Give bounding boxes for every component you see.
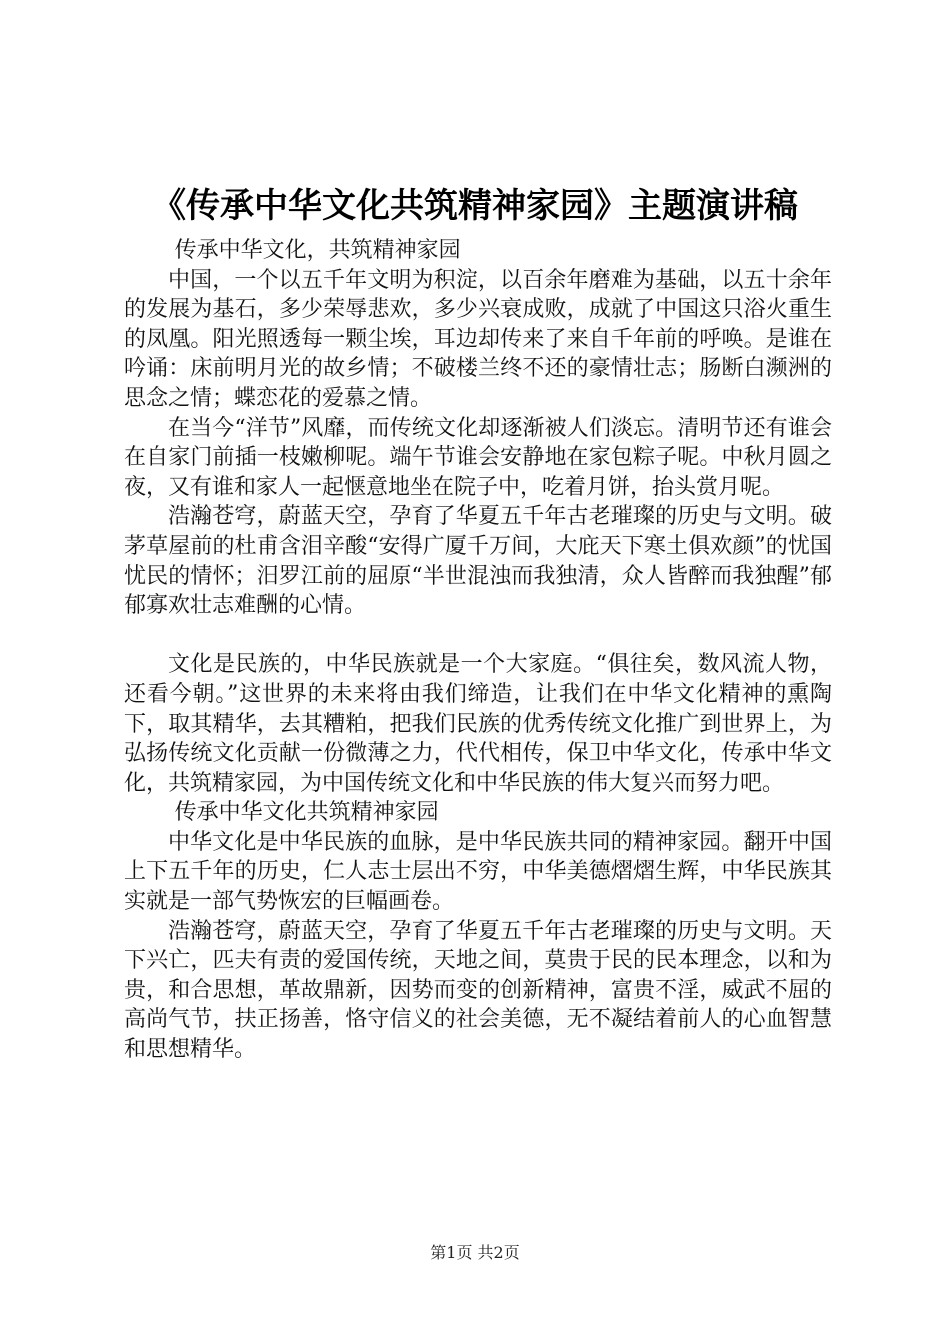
document-title: 《传承中华文化共筑精神家园》主题演讲稿	[152, 186, 798, 226]
paragraph: 浩瀚苍穹，蔚蓝天空，孕育了华夏五千年古老璀璨的历史与文明。天下兴亡，匹夫有责的爱国传统，天地之间，莫贵于民的民本理念，以和为贵，和合思想，革故鼎新，因势而变的创新精神，富贵不淫，威武不屈的高尚气节，扶正扬善，恪守信义的社会美德，无不凝结着前人的心血智慧和思想精华。	[124, 918, 832, 1063]
paragraph: 中华文化是中华民族的血脉，是中华民族共同的精神家园。翻开中国上下五千年的历史，仁人志士层出不穷，中华美德熠熠生辉，中华民族其实就是一部气势恢宏的巨幅画卷。	[124, 829, 832, 915]
subheading-2: 传承中华文化共筑精神家园	[174, 800, 439, 826]
page-footer: 第1页 共2页	[430, 1243, 520, 1262]
paragraph: 中国，一个以五千年文明为积淀，以百余年磨难为基础，以五十余年的发展为基石，多少荣辱悲欢，多少兴衰成败，成就了中国这只浴火重生的凤凰。阳光照透每一颗尘埃，耳边却传来了来自千年前的呼唤。是谁在吟诵：床前明月光的故乡情；不破楼兰终不还的豪情壮志；肠断白濒洲的思念之情；蝶恋花的爱慕之情。	[124, 267, 832, 411]
subheading-1: 传承中华文化，共筑精神家园	[174, 238, 461, 263]
document-body	[124, 236, 832, 1065]
paragraph: 文化是民族的，中华民族就是一个大家庭。“俱往矣，数风流人物，还看今朝。”这世界的未来将由我们缔造，让我们在中华文化精神的熏陶下，取其精华，去其糟粕，把我们民族的优秀传统文化推广到世界上，为弘扬传统文化贡献一份微薄之力，代代相传，保卫中华文化，传承中华文化，共筑精家园，为中国传统文化和中华民族的伟大复兴而努力吧。	[124, 652, 832, 796]
paragraph: 浩瀚苍穹，蔚蓝天空，孕育了华夏五千年古老璀璨的历史与文明。破茅草屋前的杜甫含泪辛酸“安得广厦千万间，大庇天下寒土俱欢颜”的忧国忧民的情怀；汨罗江前的屈原“半世混浊而我独清，众人皆醉而我独醒”郁郁寡欢壮志难酬的心情。	[124, 504, 832, 619]
paragraph: 在当今“洋节”风靡，而传统文化却逐渐被人们淡忘。清明节还有谁会在自家门前插一枝嫩柳呢。端午节谁会安静地在家包粽子呢。中秋月圆之夜，又有谁和家人一起惬意地坐在院子中，吃着月饼，抬头赏月呢。	[124, 415, 832, 500]
